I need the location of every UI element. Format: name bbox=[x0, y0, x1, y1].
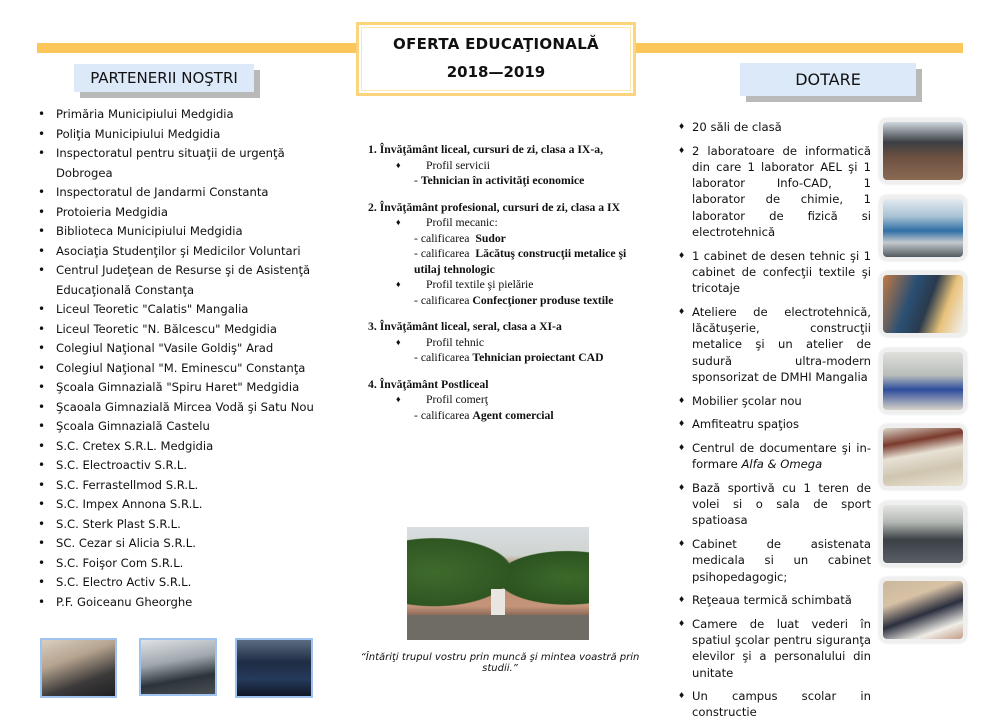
qualification-name: Lăcătuş construcţii metalice şi utilaj tehnologic bbox=[414, 247, 627, 276]
equipment-item bbox=[678, 536, 871, 585]
partner-item: • Şcoala Gimnazială Castelu bbox=[36, 417, 336, 437]
equipment-item bbox=[678, 393, 871, 409]
offer-section-title: 3. Învăţământ liceal, seral, clasa a XI-a bbox=[368, 320, 562, 333]
partner-item: • Protoieria Medgidia bbox=[36, 203, 336, 223]
partner-item: • Liceul Teoretic "Calatis" Mangalia bbox=[36, 300, 336, 320]
equipment-item-text: Bază sportivă cu 1 teren de volei si o sala de sport spatioasa bbox=[692, 480, 871, 528]
offer-section-title: 1. Învăţământ liceal, cursuri de zi, clasa a IX-a, bbox=[368, 143, 604, 156]
qualification-name: Tehnician în activităţi economice bbox=[420, 174, 585, 187]
sports-team-photo bbox=[879, 348, 967, 414]
school-building-photo bbox=[407, 527, 589, 640]
qualification-name: Tehnician proiectant CAD bbox=[472, 351, 604, 364]
partner-item: • Şcaoala Gimnazială Mircea Vodă şi Satu Nou bbox=[36, 398, 336, 418]
equipment-item bbox=[678, 143, 871, 241]
partner-item: • Primăria Municipiului Medgidia bbox=[36, 105, 336, 125]
decorative-bar-right bbox=[630, 43, 963, 53]
equipment-item-text: Camere de luat vederi în spatiul şcolar pentru siguranţa elevilor şi a personalului din unitate bbox=[692, 616, 871, 680]
partner-item: • P.F. Goiceanu Gheorghe bbox=[36, 593, 336, 613]
qualification-prefix: - calificarea bbox=[414, 293, 473, 307]
qualification bbox=[368, 350, 648, 366]
qualification-prefix: - calificarea bbox=[414, 351, 473, 364]
partners-heading: PARTENERII NOŞTRI bbox=[74, 64, 254, 92]
educational-offer bbox=[368, 142, 648, 434]
diamond-bullet-icon: ♦ bbox=[396, 336, 401, 347]
partner-item: • Centrul Judeţean de Resurse şi de Asistenţă Educaţională Constanţa bbox=[36, 261, 336, 300]
equipment-item-text: Mobilier şcolar nou bbox=[692, 393, 802, 408]
equipment-photos bbox=[879, 118, 967, 654]
partner-item: • S.C. Electroactiv S.R.L. bbox=[36, 456, 336, 476]
offer-section-title: 2. Învăţământ profesional, cursuri de zi, clasa a IX bbox=[368, 200, 621, 214]
partner-item: • S.C. Electro Activ S.R.L. bbox=[36, 573, 336, 593]
qualification-name: Sudor bbox=[475, 231, 506, 245]
equipment-item-text: Cabinet de asistenata medicala si un cabinet psihopedagogic; bbox=[692, 536, 871, 584]
equipment-item bbox=[678, 416, 871, 432]
offer-section bbox=[368, 377, 648, 424]
profile-item bbox=[368, 215, 648, 231]
lab-photo bbox=[879, 195, 967, 261]
equipment-list bbox=[678, 119, 871, 728]
partner-item: • S.C. Foişor Com S.R.L. bbox=[36, 554, 336, 574]
offer-section bbox=[368, 200, 648, 309]
profile-item bbox=[368, 277, 648, 293]
partner-item: • Biblioteca Municipiului Medgidia bbox=[36, 222, 336, 242]
equipment-item bbox=[678, 616, 871, 681]
partner-item: • Poliţia Municipiului Medgidia bbox=[36, 125, 336, 145]
offer-section-title: 4. Învăţământ Postliceal bbox=[368, 377, 489, 391]
equipment-item-text: Un campus scolar in constructie bbox=[692, 689, 871, 720]
partner-item: • Şcoala Gimnazială "Spiru Haret" Medgidia bbox=[36, 378, 336, 398]
school-entrance bbox=[491, 589, 505, 615]
partner-item: • Colegiul Naţional "M. Eminescu" Constanţa bbox=[36, 359, 336, 379]
school-year: 2018—2019 bbox=[446, 63, 546, 81]
equipment-item-text: Amfiteatru spaţios bbox=[692, 417, 800, 432]
profile-item bbox=[368, 158, 648, 174]
library-photo bbox=[879, 424, 967, 490]
equipment-item bbox=[678, 592, 871, 608]
equipment-item bbox=[678, 440, 871, 473]
diamond-bullet-icon: ♦ bbox=[396, 159, 401, 170]
offer-section bbox=[368, 319, 648, 366]
partner-item: • S.C. Impex Annona S.R.L. bbox=[36, 495, 336, 515]
qualification-name: Confecţioner produse textile bbox=[472, 293, 614, 307]
equipment-item-text: 1 cabinet de desen tehnic şi 1 cabinet de confecţii textile şi tricotaje bbox=[692, 248, 871, 296]
partners-photos bbox=[40, 638, 313, 698]
partner-item: • Colegiul Naţional "Vasile Goldiş" Arad bbox=[36, 339, 336, 359]
equipment-item-text: Ateliere de electrotehnică, lăcătuşerie, construcţii metalice şi un atelier de sudură ultra-modern sponsorizat de DMHI Mangalia bbox=[692, 304, 871, 385]
partners-list bbox=[36, 105, 336, 612]
motto-quote: “Întăriţi trupul vostru prin muncă şi mintea voastră prin studii.” bbox=[360, 652, 640, 674]
partner-item: • S.C. Sterk Plast S.R.L. bbox=[36, 515, 336, 535]
classroom-photo bbox=[40, 638, 117, 698]
classroom-photo bbox=[139, 638, 217, 696]
qualification-prefix: - calificarea bbox=[414, 247, 476, 260]
equipment-item-text: 2 laboratoare de informatică din care 1 laborator AEL şi 1 laborator Info-CAD, 1 laborator de chimie, 1 laborator de fizică si electrotehnică bbox=[692, 143, 871, 240]
diamond-bullet-icon: ♦ bbox=[396, 279, 401, 289]
equipment-item-text: Reţeaua termică schimbată bbox=[692, 593, 852, 608]
qualification bbox=[368, 231, 648, 247]
equipment-item bbox=[678, 480, 871, 529]
workshop-photo bbox=[235, 638, 313, 698]
equipment-item bbox=[678, 248, 871, 297]
equipment-item bbox=[678, 119, 871, 135]
computer-lab-photo bbox=[879, 118, 967, 184]
equipment-item-text: 20 săli de clasă bbox=[692, 120, 782, 134]
partner-item: • Inspectoratul de Jandarmi Constanta bbox=[36, 183, 336, 203]
qualification-prefix: - calificarea bbox=[414, 408, 473, 422]
page-title: OFERTA EDUCAŢIONALĂ bbox=[393, 35, 599, 53]
diamond-bullet-icon: ♦ bbox=[396, 217, 401, 227]
profile-name: Profil comerţ bbox=[426, 393, 488, 406]
profile-name: Profil servicii bbox=[426, 158, 490, 172]
equipment-item-text: Centrul de documentare şi in-formare bbox=[692, 440, 871, 472]
equipment-item bbox=[678, 304, 871, 385]
profile-name: Profil tehnic bbox=[426, 335, 485, 349]
partner-item: • Inspectoratul pentru situaţii de urgenţă Dobrogea bbox=[36, 144, 336, 183]
workshop-photo bbox=[879, 271, 967, 337]
qualification bbox=[368, 408, 648, 424]
profile-name: Profil textile şi pielărie bbox=[426, 278, 534, 291]
qualification bbox=[368, 246, 648, 277]
equipment-item bbox=[678, 688, 871, 721]
partner-item: • S.C. Cretex S.R.L. Medgidia bbox=[36, 437, 336, 457]
diamond-bullet-icon: ♦ bbox=[396, 394, 401, 404]
offer-section bbox=[368, 142, 648, 189]
qualification-prefix: - bbox=[414, 174, 421, 187]
partner-item: • Asociaţia Studenţilor şi Medicilor Voluntari bbox=[36, 242, 336, 262]
profile-item bbox=[368, 335, 648, 351]
profile-name: Profil mecanic: bbox=[426, 216, 498, 229]
qualification bbox=[368, 173, 648, 189]
profile-item bbox=[368, 392, 648, 408]
amphitheater-photo bbox=[879, 501, 967, 567]
partner-item: • S.C. Ferrastellmod S.R.L. bbox=[36, 476, 336, 496]
equipment-heading: DOTARE bbox=[740, 63, 916, 96]
partner-item: • Liceul Teoretic "N. Bălcescu" Medgidia bbox=[36, 320, 336, 340]
documentation-center-name: Alfa & Omega bbox=[741, 457, 823, 472]
students-photo bbox=[879, 577, 967, 643]
decorative-bar-left bbox=[37, 43, 357, 53]
qualification bbox=[368, 293, 648, 309]
title-box bbox=[356, 22, 636, 96]
qualification-name: Agent comercial bbox=[472, 408, 554, 422]
partner-item: • SC. Cezar si Alicia S.R.L. bbox=[36, 534, 336, 554]
qualification-prefix: - calificarea bbox=[414, 231, 476, 245]
